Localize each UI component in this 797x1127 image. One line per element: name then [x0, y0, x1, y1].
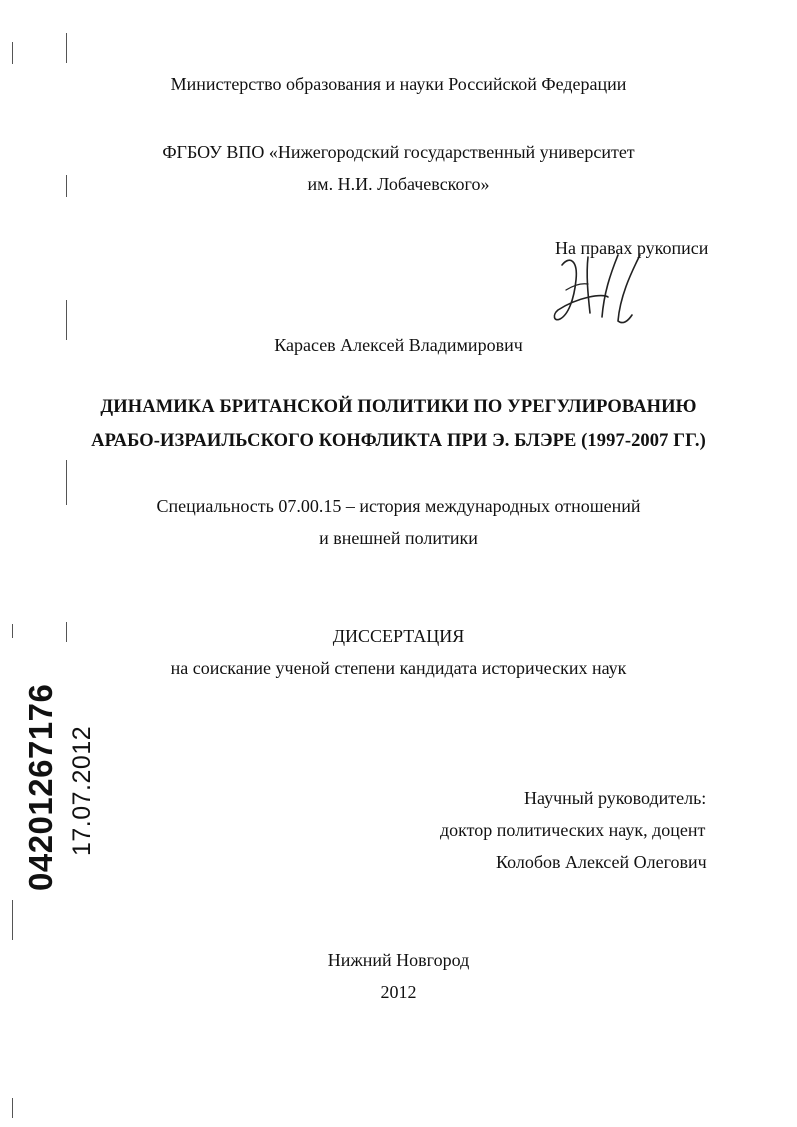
signature-icon [548, 235, 663, 335]
dissertation-title-line1: ДИНАМИКА БРИТАНСКОЙ ПОЛИТИКИ ПО УРЕГУЛИРОВАНИЮ [100, 397, 697, 417]
library-registration-number [22, 662, 62, 892]
dissertation-title-line2: АРАБО-ИЗРАИЛЬСКОГО КОНФЛИКТА ПРИ Э. БЛЭРЕ (1997-2007 ГГ.) [91, 431, 706, 451]
supervisor-label: Научный руководитель: [524, 788, 707, 808]
scan-margin-mark [12, 1098, 13, 1118]
library-stamp-date [68, 725, 98, 856]
year: 2012 [380, 982, 417, 1002]
city: Нижний Новгород [327, 950, 470, 970]
stamp-date-text: 17.07.2012 [68, 725, 96, 856]
specialty-line1: Специальность 07.00.15 – история международных отношений [156, 496, 641, 516]
author-name: Карасев Алексей Владимирович [274, 335, 523, 355]
scan-margin-mark [12, 900, 13, 940]
manuscript-note: На правах рукописи [555, 238, 709, 258]
scan-margin-mark [12, 42, 13, 64]
supervisor-name: Колобов Алексей Олегович [496, 852, 707, 872]
university-name-line2: им. Н.И. Лобачевского» [307, 174, 490, 194]
specialty-line2: и внешней политики [319, 528, 478, 548]
document-type-heading: ДИССЕРТАЦИЯ [332, 626, 465, 646]
scan-margin-mark [66, 33, 67, 63]
university-name-line1: ФГБОУ ВПО «Нижегородский государственный университет [162, 142, 635, 162]
supervisor-degree: доктор политических наук, доцент [440, 820, 706, 840]
registration-number-text: 04201267176 [22, 683, 59, 891]
degree-subtitle: на соискание ученой степени кандидата исторических наук [170, 658, 627, 678]
ministry-name: Министерство образования и науки Российской Федерации [170, 74, 627, 94]
scan-margin-mark [66, 300, 67, 340]
